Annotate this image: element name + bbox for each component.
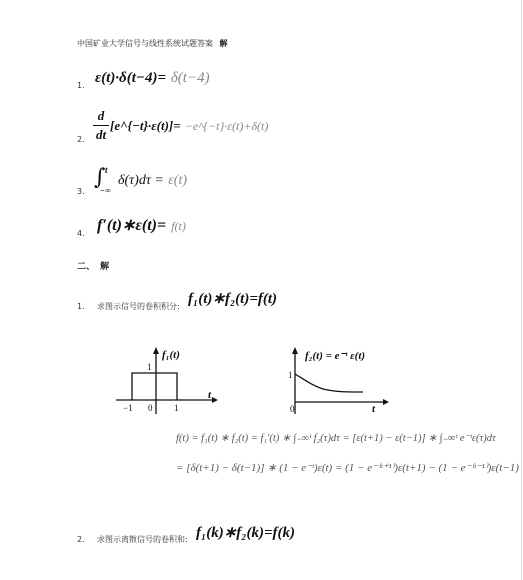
problem-2-number: 2. [77, 535, 85, 544]
graph2-xtick: 0 [290, 404, 295, 414]
item-3-upper-limit: t [105, 165, 108, 175]
item-2-derivative [93, 108, 109, 143]
item-2-derivative-numerator: d [97, 108, 105, 123]
problem-1-formula: f₁(t)∗f₂(t)=f(t) [188, 291, 278, 307]
item-3-equation [118, 172, 187, 189]
section-2-number: 二、 [77, 262, 96, 272]
graph1-y-arrow [153, 347, 159, 354]
graph1-label: f₁(t) [162, 349, 180, 361]
graph2-label: f₂(t) = e⁻ᵗ ε(t) [305, 350, 366, 362]
document-header [77, 38, 228, 49]
graph2-ytick: 1 [288, 370, 293, 380]
solution-line-2: = [δ(t+1) − δ(t−1)] ∗ (1 − e⁻ᵗ)ε(t) = (1 − e⁻⁽ᵗ⁺¹⁾)ε(t+1) − (1 − e⁻⁽ᵗ⁻¹⁾)ε(t−1) [176, 462, 519, 474]
problem-2-text: 求图示离散信号的卷积和: [97, 535, 188, 544]
problem-1-text: 求图示信号的卷积积分: [97, 302, 180, 311]
graph1-xtick-neg1: −1 [123, 403, 133, 413]
graph2-exponential-curve [295, 374, 363, 392]
header-answer-mark: 解 [219, 39, 228, 48]
graph1-x-arrow [212, 397, 218, 403]
item-1-rhs: δ(t−4) [170, 70, 210, 86]
graph1-xtick-0: 0 [148, 403, 153, 413]
graph2-xlabel: t [372, 403, 376, 415]
item-4-equation [97, 215, 186, 235]
problem-2-formula: f₁(k)∗f₂(k)=f(k) [196, 525, 296, 541]
item-3-number: 3. [77, 187, 85, 196]
item-3-lhs: δ(τ)dτ = [118, 173, 164, 188]
item-2-fraction-bar [93, 125, 109, 126]
item-4-number: 4. [77, 229, 85, 238]
item-3-rhs: ε(t) [168, 173, 187, 188]
item-1-number: 1. [77, 81, 85, 90]
section-2-mark: 解 [100, 262, 110, 272]
graph1-xtick-1: 1 [174, 403, 179, 413]
item-3-lower-limit: −∞ [100, 186, 111, 195]
graph1-ytick: 1 [147, 362, 152, 372]
item-4-rhs: f(t) [171, 219, 186, 233]
item-1-lhs: ε(t)·δ(t−4)= [95, 70, 167, 86]
item-2-number: 2. [77, 135, 85, 144]
graph-f2 [283, 340, 403, 420]
graph2-y-arrow [292, 347, 298, 354]
item-2-equation [110, 118, 268, 134]
item-2-rhs: −e^{−t}·ε(t)+δ(t) [184, 119, 269, 133]
header-title: 中国矿业大学信号与线性系统试题答案 [77, 39, 213, 48]
solution-line-1: f(t) = f₁(t) ∗ f₂(t) = f₁′(t) ∗ ∫₋∞ᵗ f₂(τ)dτ = [ε(t+1) − ε(t−1)] ∗ ∫₋∞ᵗ e⁻ᵗε(τ)dτ [176, 433, 496, 444]
graph-f1 [110, 340, 230, 420]
item-4-lhs: f′(t)∗ε(t)= [97, 217, 167, 234]
page-edge-divider [521, 0, 522, 580]
graph2-x-arrow [383, 399, 389, 405]
graph1-xlabel: t [208, 389, 212, 401]
graph1-rectangle-pulse [132, 373, 177, 400]
item-2-lhs: [e^{−t}·ε(t)]= [110, 118, 181, 133]
item-1-equation [95, 68, 210, 87]
problem-1-number: 1. [77, 302, 85, 311]
section-2-title [77, 259, 109, 272]
integral-sign: ∫ [94, 165, 106, 190]
item-2-derivative-denominator: dt [95, 127, 107, 142]
